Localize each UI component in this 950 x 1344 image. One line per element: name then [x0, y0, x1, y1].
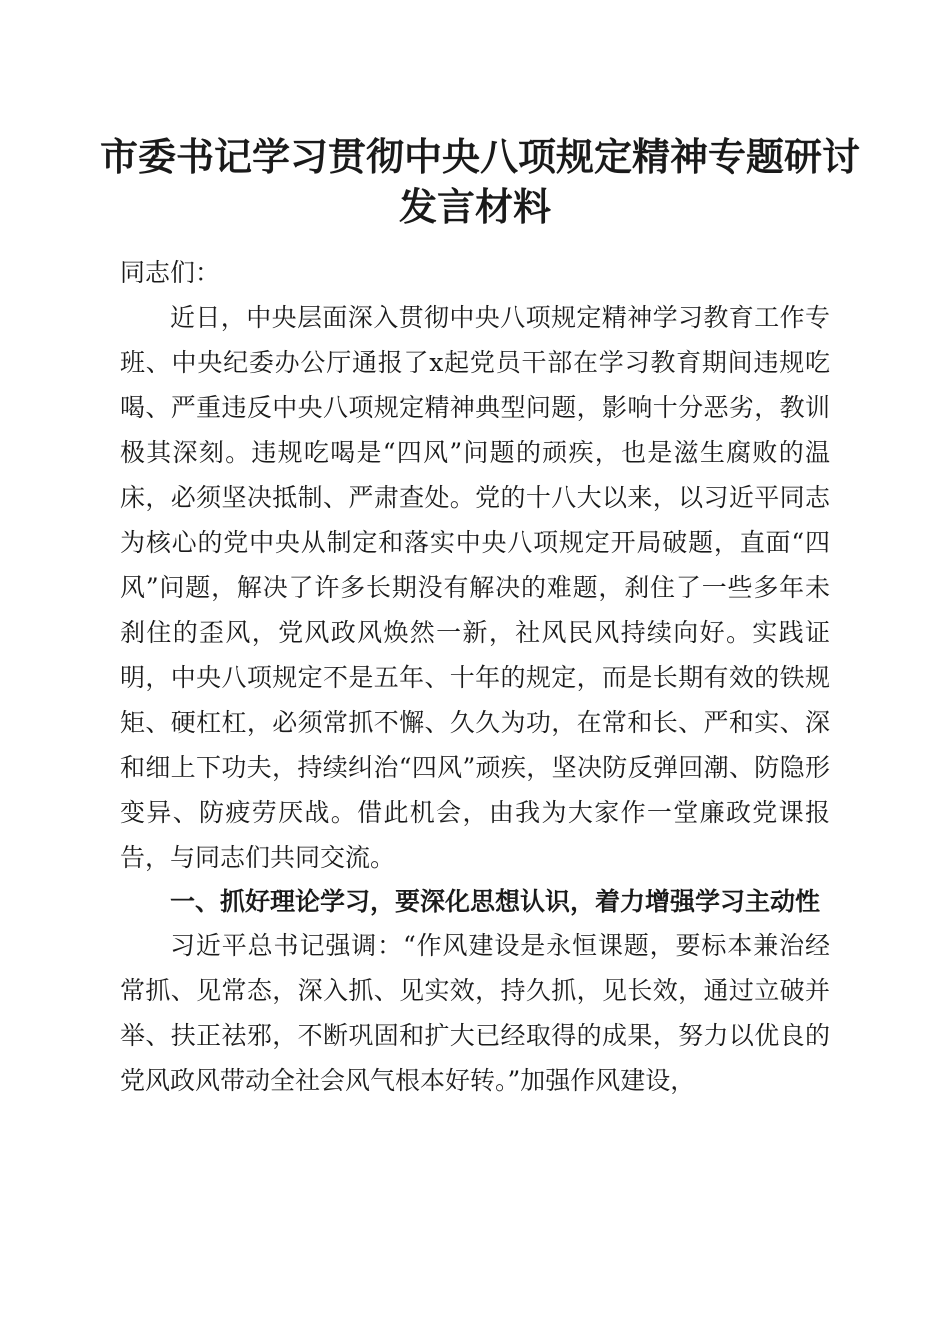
- paragraph-section-1: 习近平总书记强调：“作风建设是永恒课题，要标本兼治经常抓、见常态，深入抓、见实效，持久抓，见长效，通过立破并举、扶正祛邪，不断巩固和扩大已经取得的成果，努力以优良的党风政风带动全社会风气根本好转。”加强作风建设，: [120, 931, 830, 1095]
- title-line-1: 市委书记学习贯彻中央八项规定精神专题研讨: [100, 134, 861, 179]
- paragraph-intro: 近日，中央层面深入贯彻中央八项规定精神学习教育工作专班、中央纪委办公厅通报了x起党员干部在学习教育期间违规吃喝、严重违反中央八项规定精神典型问题，影响十分恶劣，教训极其深刻。违规吃喝是“四风”问题的顽疾，也是滋生腐败的温床，必须坚决抵制、严肃查处。党的十八大以来，以习近平同志为核心的党中央从制定和落实中央八项规定开局破题，直面“四风”问题，解决了许多长期没有解决的难题，刹住了一些多年未刹住的歪风，党风政风焕然一新，社风民风持续向好。实践证明，中央八项规定不是五年、十年的规定，而是长期有效的铁规矩、硬杠杠，必须常抓不懈、久久为功，在常和长、严和实、深和细上下功夫，持续纠治“四风”顽疾，坚决防反弹回潮、防隐形变异、防疲劳厌战。借此机会，由我为大家作一堂廉政党课报告，与同志们共同交流。: [120, 303, 830, 872]
- salutation: 同志们：: [120, 258, 221, 287]
- section-heading-1: 一、抓好理论学习，要深化思想认识，着力增强学习主动性: [170, 887, 821, 916]
- title-line-2: 发言材料: [398, 184, 551, 229]
- document-body: [120, 250, 830, 1103]
- document-title: [100, 132, 861, 232]
